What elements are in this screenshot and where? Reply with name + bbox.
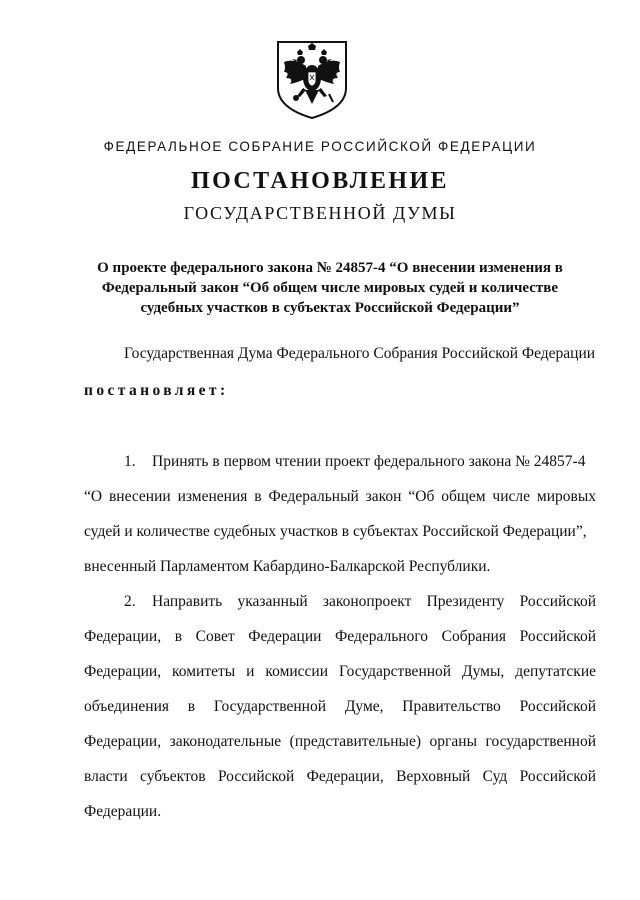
document-subject <box>80 258 580 318</box>
item-text-line: Федерации, законодательные (представительные) органы государственной <box>84 733 596 750</box>
item-text-line: “О внесении изменения в Федеральный закон “Об общем числе мировых <box>84 488 596 505</box>
item-text-line: Федерации, комитеты и комиссии Государственной Думы, депутатские <box>84 663 596 680</box>
coat-of-arms-emblem-icon <box>272 38 352 120</box>
document-type-title: ПОСТАНОВЛЕНИЕ <box>191 168 449 194</box>
item-text-line: внесенный Парламентом Кабардино-Балкарской Республики. <box>84 558 491 575</box>
subject-line: судебных участков в субъектах Российской Федерации” <box>140 300 520 316</box>
item-text-line: власти субъектов Российской Федерации, Верховный Суд Российской <box>84 768 596 785</box>
item-text-line: объединения в Государственной Думе, Правительство Российской <box>84 698 596 715</box>
item-text-line: судей и количестве судебных участков в субъектах Российской Федерации”, <box>84 523 587 540</box>
item-text-line: Федерации, в Совет Федерации Федерального Собрания Российской <box>84 628 596 645</box>
subject-line: О проекте федерального закона № 24857-4 “О внесении изменения в <box>97 260 563 276</box>
issuer-title: ГОСУДАРСТВЕННОЙ ДУМЫ <box>183 203 457 223</box>
item-2-first-line <box>124 592 596 612</box>
item-text-line: Направить указанный законопроект Президенту Российской <box>152 593 596 610</box>
item-1-first-line <box>124 452 596 472</box>
resolves-word: постановляет: <box>84 382 229 399</box>
item-text-line: Принять в первом чтении проект федерального закона № 24857-4 <box>152 453 586 470</box>
federal-assembly-heading: ФЕДЕРАЛЬНОЕ СОБРАНИЕ РОССИЙСКОЙ ФЕДЕРАЦИИ <box>103 138 537 155</box>
preamble-text: Государственная Дума Федерального Собрания Российской Федерации <box>124 345 596 362</box>
subject-line: Федеральный закон “Об общем числе мировых судей и количестве <box>101 280 559 296</box>
item-number: 1. <box>124 453 136 470</box>
item-number: 2. <box>124 593 136 610</box>
item-text-line: Федерации. <box>84 803 162 820</box>
